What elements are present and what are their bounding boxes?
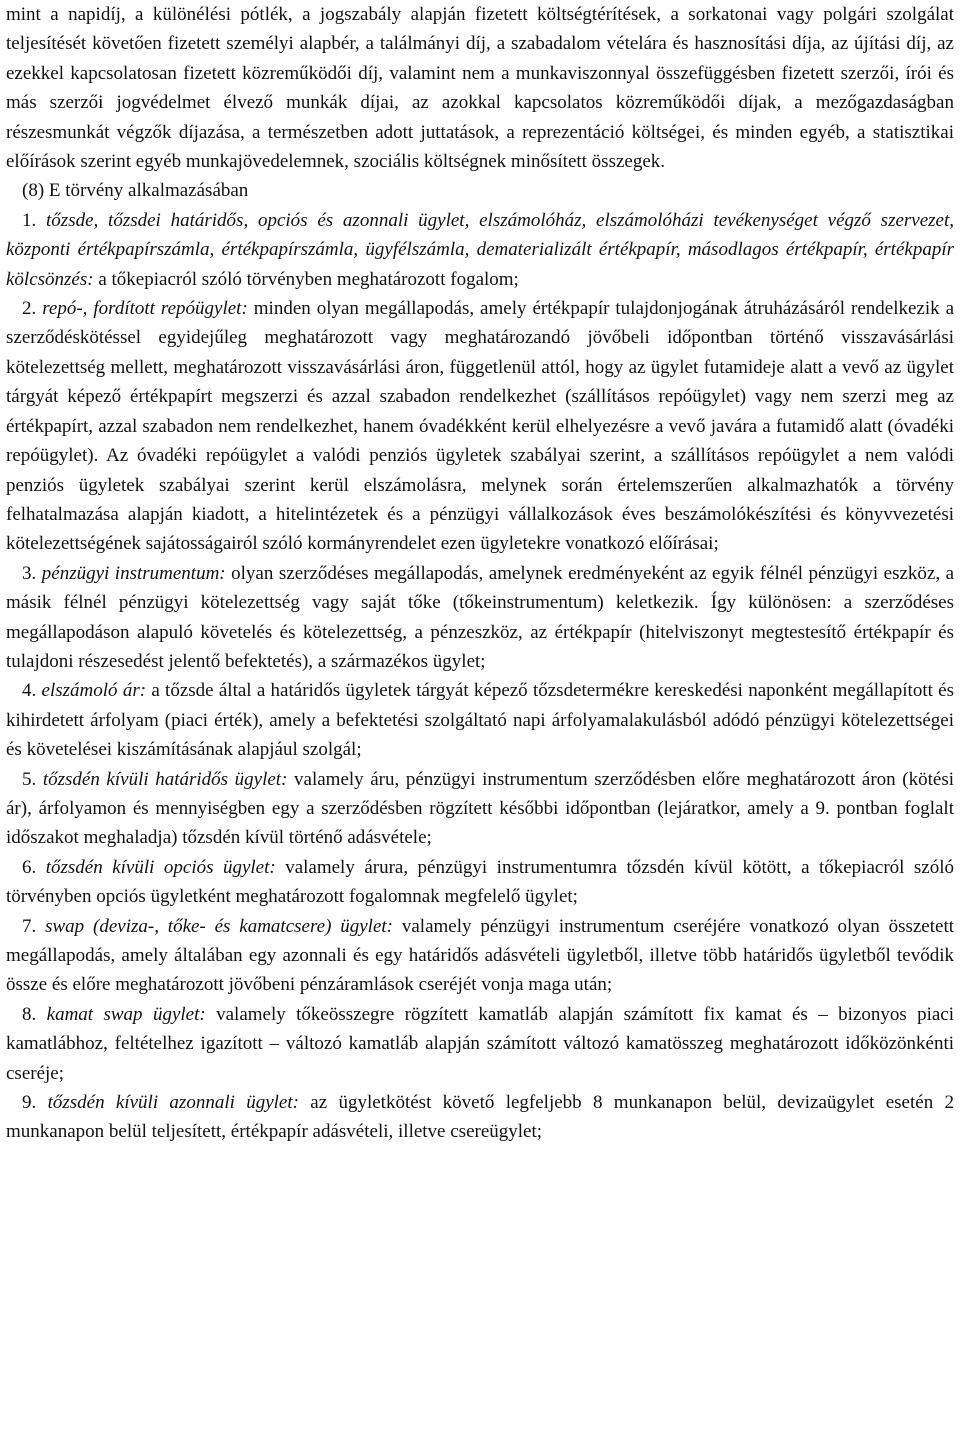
intro-paragraph: mint a napidíj, a különélési pótlék, a jogszabály alapján fizetett költségtérítések, a sorkatonai vagy polgári szolgálat teljesítését követően fizetett személyi alapbér, a találmányi díj, a szabadalom vételára és hasznosítási díja, az újítási díj, az ezekkel kapcsolatosan fizetett közreműködői díj, valamint nem a munkaviszonnyal összefüggésben fizetett szerzői, írói és más szerzői jogvédelmet élvező munkák díjai, az azokkal kapcsolatos közreműködői díjak, a mezőgazdaságban részesmunkát végzők díjazása, a természetben adott juttatások, a reprezentáció költségei, és minden egyéb, a statisztikai előírások szerint egyéb munkajövedelemnek, szociális költségnek minősített összegek.	[6, 4, 954, 173]
definition-text: valamely pénzügyi instrumentum cseréjére vonatkozó olyan összetett megállapodás, amely általában egy azonnali és egy határidős adásvételi ügyletből, illetve több határidős ügyletből tevődik össze és előre meghatározott jövőbeni pénzáramlások cseréjét vonja maga után;	[6, 915, 955, 996]
defined-term: pénzügyi instrumentum:	[41, 562, 226, 584]
definition-text: valamely árura, pénzügyi instrumentumra tőzsdén kívül kötött, a tőkepiacról szóló törvényben opciós ügyletként meghatározott fogalomnak megfelelő ügylet;	[6, 856, 955, 908]
definition-item	[6, 1000, 954, 1088]
defined-term: tőzsde, tőzsdei határidős, opciós és azonnali ügylet, elszámolóház, elszámolóházi tevékenységet végző szervezet, központi értékpapírszámla, értékpapírszámla, ügyfélszámla, dematerializált értékpapír, másodlagos értékpapír, értékpapír kölcsönzés:	[6, 209, 955, 290]
defined-term: elszámoló ár:	[41, 680, 147, 702]
definition-item	[6, 765, 954, 853]
definition-list	[6, 206, 954, 1147]
definition-text: az ügyletkötést követő legfeljebb 8 munkanapon belül, devizaügylet esetén 2 munkanapon belül teljesített, értékpapír adásvételi, illetve csereügylet;	[6, 1092, 955, 1143]
item-number: 9.	[22, 1092, 37, 1114]
item-number: 7.	[22, 915, 37, 937]
definition-text: minden olyan megállapodás, amely értékpapír tulajdonjogának átruházásáról rendelkezik a szerződéskötéssel egyidejűleg meghatározott vagy meghatározandó jövőbeli időpontban történő visszavásárlási kötelezettség mellett, meghatározott visszavásárlási áron, függetlenül attól, hogy az ügylet futamideje alatt a vevő az ügylet tárgyát képező értékpapírt megszerzi és azzal szabadon rendelkezhet (szállításos repóügylet) vagy nem szerzi meg az értékpapírt, azzal szabadon nem rendelkezhet, hanem óvadékként kerül elhelyezésre a vevő javára a futamidő alatt (óvadéki repóügylet). Az óvadéki repóügylet a valódi penziós ügyletek szabályai szerint, a szállításos repóügylet a nem valódi penziós ügyletek szabályai szerint kerül elszámolásra, melynek során értelemszerűen alkalmazhatók a törvény felhatalmazása alapján kiadott, a hitelintézetek és a pénzügyi vállalkozások éves beszámolókészítési és könyvvezetési kötelezettségének sajátosságairól szóló kormányrendelet ezen ügyletekre vonatkozó előírásai;	[6, 298, 955, 555]
definition-item	[6, 559, 954, 677]
definition-item	[6, 853, 954, 912]
definition-text: valamely áru, pénzügyi instrumentum szerződésben előre meghatározott áron (kötési ár), árfolyamon és mennyiségben egy a szerződésben rögzített későbbi időpontban (lejáratkor, amely a 9. pontban foglalt időszakot meghaladja) tőzsdén kívül történő adásvétele;	[6, 768, 954, 849]
item-number: 6.	[22, 856, 37, 878]
item-number: 3.	[22, 562, 37, 584]
definition-text: olyan szerződéses megállapodás, amelynek eredményeként az egyik félnél pénzügyi eszköz, a másik félnél pénzügyi kötelezettség vagy saját tőke (tőkeinstrumentum) keletkezik. Így különösen: a szerződéses megállapodáson alapuló követelés és kötelezettség, a pénzeszköz, az értékpapír (hitelviszonyt megtestesítő értékpapír és tulajdoni részesedést jelentő befektetés), a származékos ügylet;	[6, 562, 955, 672]
definition-text: valamely tőkeösszegre rögzített kamatláb alapján számított fix kamat és – bizonyos piaci kamatlábhoz, feltételhez igazított – változó kamatláb alapján számított változó kamatösszeg meghatározott időközönkénti cseréje;	[6, 1003, 955, 1084]
definition-item	[6, 1088, 954, 1147]
definition-item	[6, 676, 954, 764]
defined-term: swap (deviza-, tőke- és kamatcsere) ügylet:	[45, 915, 394, 937]
definition-item	[6, 294, 954, 559]
item-number: 2.	[22, 298, 37, 320]
section-heading: (8) E törvény alkalmazásában	[22, 180, 249, 202]
defined-term: tőzsdén kívüli opciós ügylet:	[45, 856, 276, 878]
defined-term: tőzsdén kívüli azonnali ügylet:	[47, 1092, 299, 1114]
definition-item	[6, 206, 954, 294]
item-number: 8.	[22, 1003, 37, 1025]
item-number: 1.	[22, 209, 37, 231]
item-number: 5.	[22, 768, 37, 790]
defined-term: repó-, fordított repóügylet:	[42, 298, 248, 320]
definition-item	[6, 912, 954, 1000]
item-number: 4.	[22, 680, 37, 702]
definition-text: a tőkepiacról szóló törvényben meghatározott fogalom;	[98, 268, 519, 290]
defined-term: kamat swap ügylet:	[46, 1003, 206, 1025]
definition-text: a tőzsde által a határidős ügyletek tárgyát képező tőzsdetermékre kereskedési naponként megállapított és kihirdetett árfolyam (piaci érték), amely a befektetési szolgáltató napi árfolyamalakulásból adódó pénzügyi kötelezettségei és követelései kiszámításának alapjául szolgál;	[6, 680, 954, 761]
defined-term: tőzsdén kívüli határidős ügylet:	[42, 768, 288, 790]
